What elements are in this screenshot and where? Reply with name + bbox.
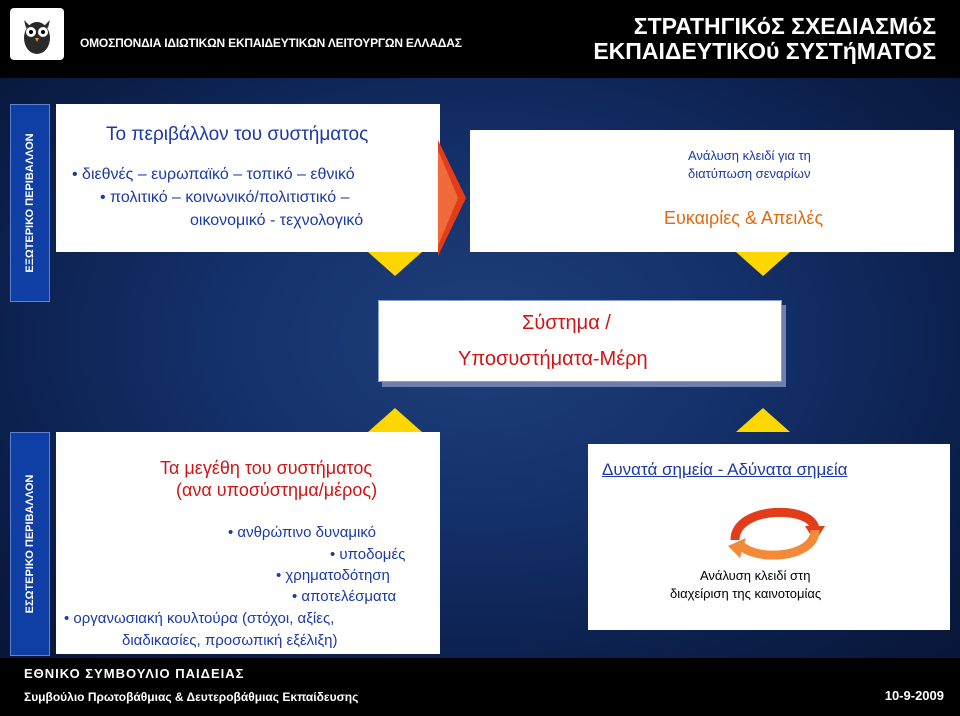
internal-analysis-line-1: Ανάλυση κλειδί στη [700, 568, 811, 583]
bullet-icon: • [72, 166, 83, 183]
title-line-2: ΕΚΠΑΙΔΕΥΤΙΚΟύ ΣΥΣΤήΜΑΤΟΣ [593, 38, 936, 64]
bullet-icon: • [330, 546, 340, 563]
up-arrow-left-icon [368, 406, 422, 432]
internal-analysis-line-2: διαχείριση της καινοτομίας [670, 586, 822, 601]
footer-date: 10-9-2009 [884, 688, 944, 703]
system-line-2: Υποσυστήματα-Μέρη [458, 348, 648, 370]
bullet-icon: • [100, 189, 111, 206]
external-line-1: • διεθνές – ευρωπαϊκό – τοπικό – εθνικό [72, 166, 355, 183]
internal-item-5-cont: διαδικασίες, προσωπική εξέλιξη) [122, 632, 338, 649]
owl-logo-icon [10, 8, 64, 60]
right-arrow-icon [438, 140, 468, 256]
bullet-icon: • [64, 610, 74, 627]
internal-side-bar [10, 432, 50, 656]
internal-item-3: • χρηματοδότηση [276, 567, 390, 584]
org-name: ΟΜΟΣΠΟΝΔΙΑ ΙΔΙΩΤΙΚΩΝ ΕΚΠΑΙΔΕΥΤΙΚΩΝ ΛΕΙΤΟΥΡΓΩΝ ΕΛΛΑΔΑΣ [80, 36, 462, 50]
external-side-bar [10, 104, 50, 302]
down-arrow-right-icon [736, 252, 790, 278]
system-line-1: Σύστημα / [522, 312, 611, 334]
internal-item-4: • αποτελέσματα [292, 588, 397, 605]
internal-item-2: • υποδομές [330, 546, 406, 563]
title-line-1: ΣΤΡΑΤΗΓΙΚόΣ ΣΧΕΔΙΑΣΜόΣ [633, 13, 936, 39]
bullet-icon: • [292, 588, 302, 605]
opportunities-threats: Ευκαιρίες & Απειλές [664, 208, 824, 228]
external-analysis-line-1: Ανάλυση κλειδί για τη [688, 148, 811, 163]
down-arrow-left-icon [368, 252, 422, 278]
internal-item-5: • οργανωσιακή κουλτούρα (στόχοι, αξίες, [64, 610, 335, 627]
page-title [593, 14, 936, 64]
up-arrow-right-icon [736, 406, 790, 432]
footer-line-2: Συμβούλιο Πρωτοβάθμιας & Δευτεροβάθμιας Εκπαίδευσης [24, 690, 359, 704]
external-side-label: ΕΞΩΤΕΡΙΚΟ ΠΕΡΙΒΑΛΛΟΝ [24, 133, 36, 273]
footer-line-1: ΕΘΝΙΚΟ ΣΥΜΒΟΥΛΙΟ ΠΑΙΔΕΙΑΣ [24, 666, 245, 681]
external-analysis-line-2: διατύπωση σεναρίων [688, 166, 811, 181]
internal-heading-2: (ανα υποσύστημα/μέρος) [176, 480, 378, 500]
external-line-3: οικονομικό - τεχνολογικό [190, 212, 364, 229]
internal-side-label: ΕΣΩΤΕΡΙΚΟ ΠΕΡΙΒΑΛΛΟΝ [24, 474, 36, 614]
header-bar [0, 0, 960, 78]
external-heading: Το περιβάλλον του συστήματος [106, 124, 369, 145]
bullet-icon: • [276, 567, 286, 584]
strengths-weaknesses: Δυνατά σημεία - Αδύνατα σημεία [602, 460, 848, 479]
bullet-icon: • [228, 524, 238, 541]
internal-item-1: • ανθρώπινο δυναμικό [228, 524, 377, 541]
internal-heading-1: Τα μεγέθη του συστήματος [160, 458, 373, 478]
cycle-arrows-icon [720, 500, 830, 560]
external-line-2: • πολιτικό – κοινωνικό/πολιτιστικό – [100, 189, 350, 206]
